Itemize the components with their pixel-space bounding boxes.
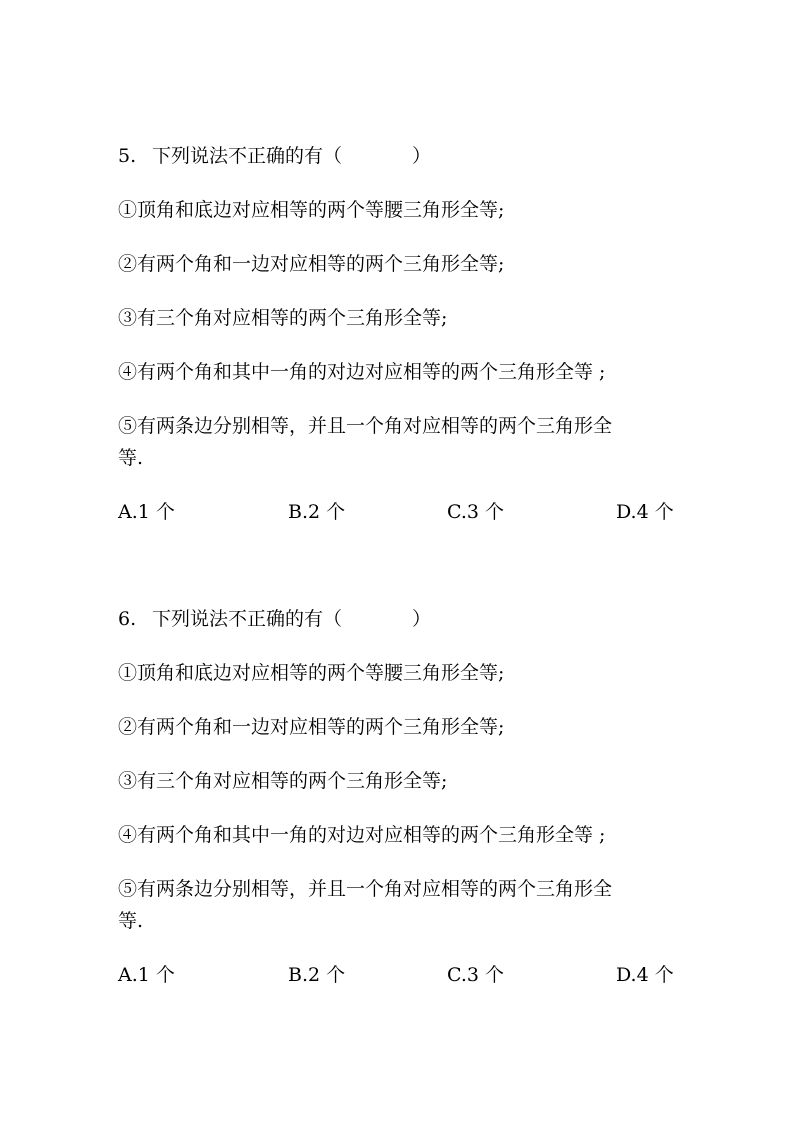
option-b: B.2 个 bbox=[288, 964, 346, 986]
statement-1: ①顶角和底边对应相等的两个等腰三角形全等; bbox=[118, 662, 505, 684]
option-c: C.3 个 bbox=[447, 964, 505, 986]
statement-4: ④有两个角和其中一角的对边对应相等的两个三角形全等 ; bbox=[118, 824, 606, 846]
question-number: 6. bbox=[118, 608, 137, 630]
statement-5: ⑤有两条边分别相等，并且一个角对应相等的两个三角形全 bbox=[118, 415, 613, 437]
question-text: 下列说法不正确的有（ bbox=[152, 145, 343, 167]
statement-5-continued: 等. bbox=[118, 447, 144, 469]
option-a: A.1 个 bbox=[118, 964, 175, 986]
statement-4: ④有两个角和其中一角的对边对应相等的两个三角形全等 ; bbox=[118, 361, 606, 383]
question-5 bbox=[118, 140, 688, 528]
answer-options bbox=[118, 959, 688, 991]
question-stem bbox=[118, 603, 688, 635]
answer-options bbox=[118, 496, 688, 528]
statement-5: ⑤有两条边分别相等，并且一个角对应相等的两个三角形全 bbox=[118, 878, 613, 900]
question-paren-close: ） bbox=[412, 145, 432, 167]
statement-5-continued: 等. bbox=[118, 910, 144, 932]
option-d: D.4 个 bbox=[616, 501, 674, 523]
question-paren-close: ） bbox=[412, 608, 432, 630]
statement-3: ③有三个角对应相等的两个三角形全等; bbox=[118, 307, 448, 329]
statement-1: ①顶角和底边对应相等的两个等腰三角形全等; bbox=[118, 199, 505, 221]
statement-3: ③有三个角对应相等的两个三角形全等; bbox=[118, 770, 448, 792]
option-c: C.3 个 bbox=[447, 501, 505, 523]
question-6 bbox=[118, 603, 688, 991]
question-stem bbox=[118, 140, 688, 172]
statement-2: ②有两个角和一边对应相等的两个三角形全等; bbox=[118, 253, 505, 275]
option-b: B.2 个 bbox=[288, 501, 346, 523]
option-a: A.1 个 bbox=[118, 501, 175, 523]
question-number: 5. bbox=[118, 145, 137, 167]
statement-2: ②有两个角和一边对应相等的两个三角形全等; bbox=[118, 716, 505, 738]
option-d: D.4 个 bbox=[616, 964, 674, 986]
question-text: 下列说法不正确的有（ bbox=[152, 608, 343, 630]
